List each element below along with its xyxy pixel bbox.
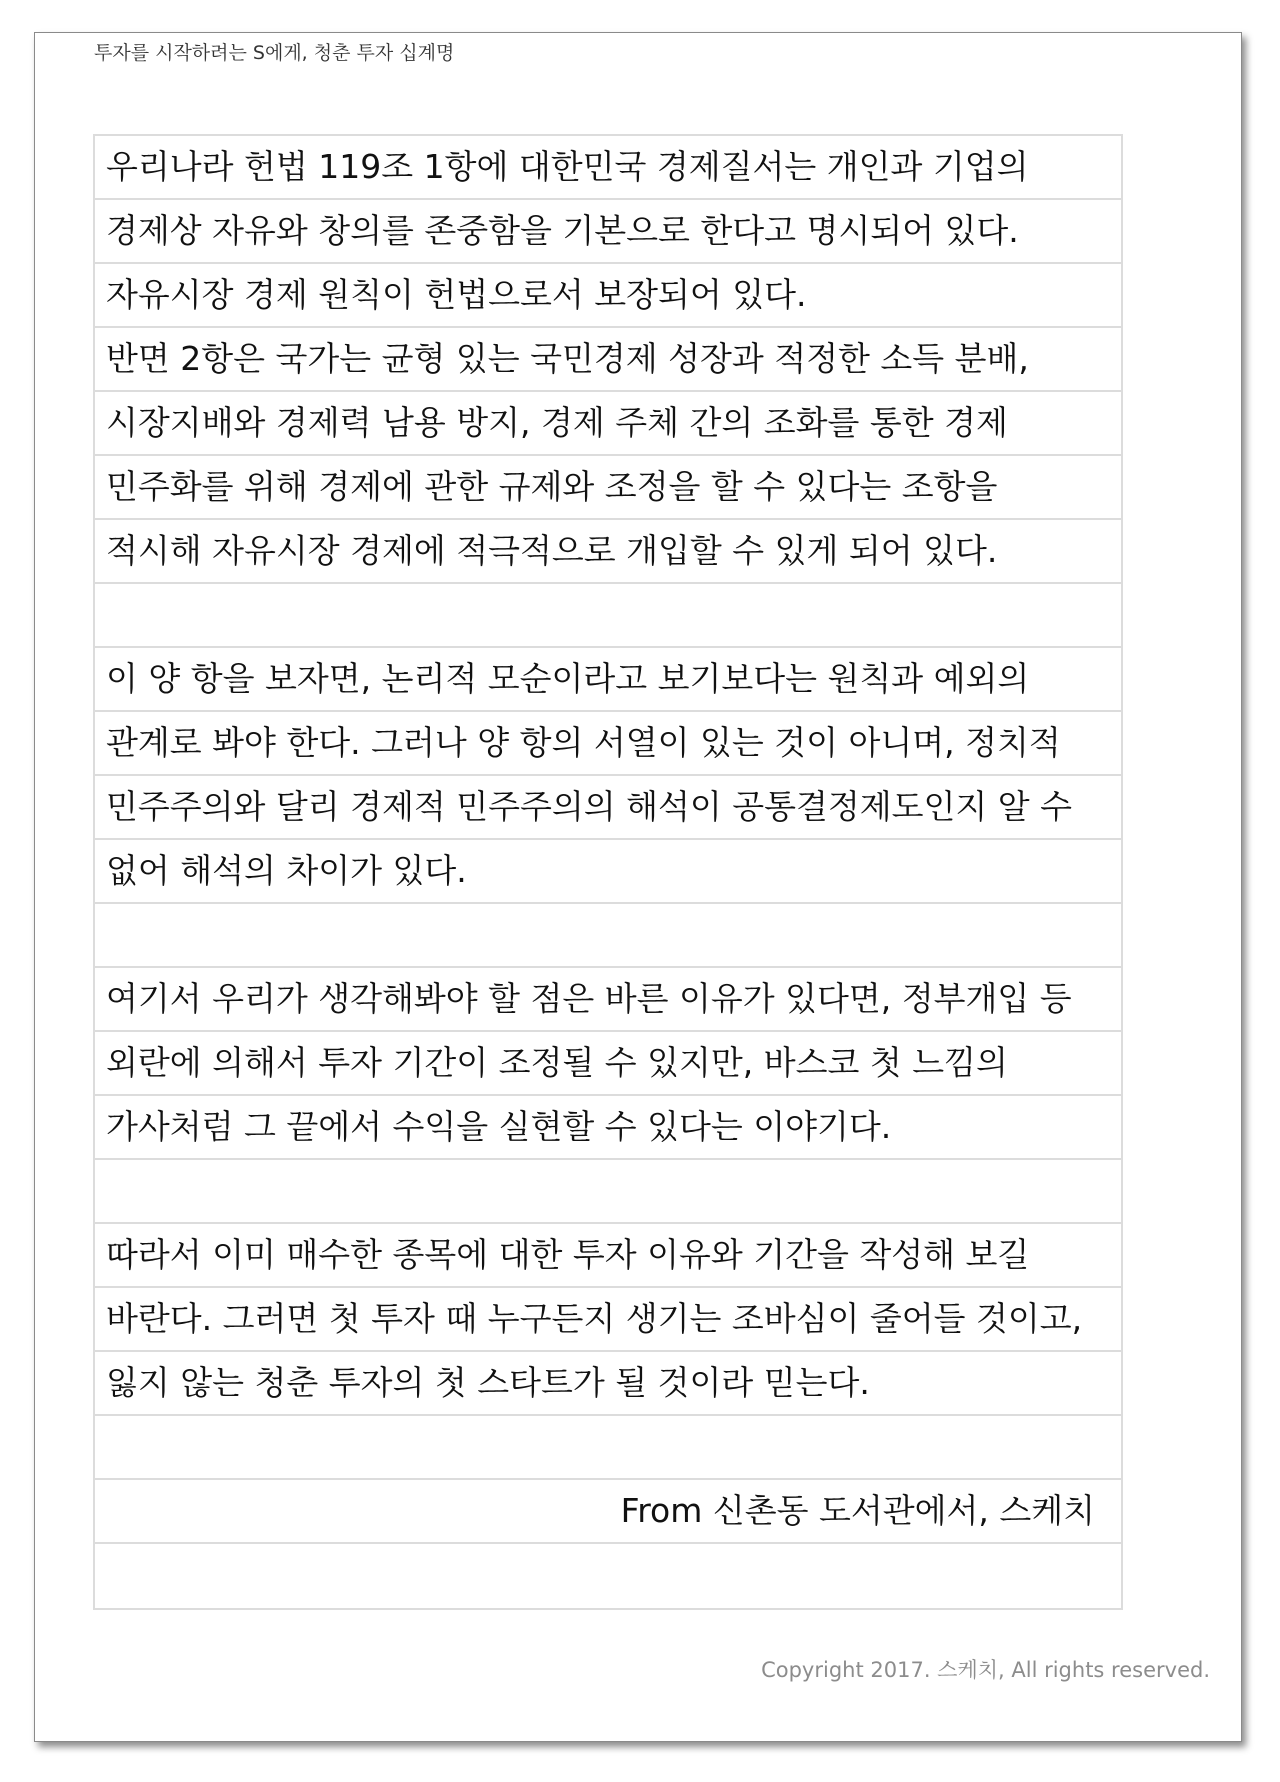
letter-line: 없어 해석의 차이가 있다. — [95, 840, 1121, 904]
letter-line-blank — [95, 584, 1121, 648]
letter-line: 따라서 이미 매수한 종목에 대한 투자 이유와 기간을 작성해 보길 — [95, 1224, 1121, 1288]
letter-line: 경제상 자유와 창의를 존중함을 기본으로 한다고 명시되어 있다. — [95, 200, 1121, 264]
letter-line: 민주화를 위해 경제에 관한 규제와 조정을 할 수 있다는 조항을 — [95, 456, 1121, 520]
letter-line: 시장지배와 경제력 남용 방지, 경제 주체 간의 조화를 통한 경제 — [95, 392, 1121, 456]
letter-line-blank — [95, 904, 1121, 968]
letter-line: 가사처럼 그 끝에서 수익을 실현할 수 있다는 이야기다. — [95, 1096, 1121, 1160]
letter-line: 외란에 의해서 투자 기간이 조정될 수 있지만, 바스코 첫 느낌의 — [95, 1032, 1121, 1096]
page-header-title: 투자를 시작하려는 S에게, 청춘 투자 십계명 — [94, 42, 455, 64]
letter-line: 잃지 않는 청춘 투자의 첫 스타트가 될 것이라 믿는다. — [95, 1352, 1121, 1416]
letter-line: 민주주의와 달리 경제적 민주주의의 해석이 공통결정제도인지 알 수 — [95, 776, 1121, 840]
copyright-notice: Copyright 2017. 스케치, All rights reserved. — [761, 1658, 1210, 1682]
letter-line: 우리나라 헌법 119조 1항에 대한민국 경제질서는 개인과 기업의 — [95, 136, 1121, 200]
letter-line: 이 양 항을 보자면, 논리적 모순이라고 보기보다는 원칙과 예외의 — [95, 648, 1121, 712]
letter-line: 바란다. 그러면 첫 투자 때 누구든지 생기는 조바심이 줄어들 것이고, — [95, 1288, 1121, 1352]
letter-line-blank — [95, 1160, 1121, 1224]
letter-signature: From 신촌동 도서관에서, 스케치 — [95, 1480, 1121, 1544]
letter-line-blank — [95, 1416, 1121, 1480]
letter-line: 자유시장 경제 원칙이 헌법으로서 보장되어 있다. — [95, 264, 1121, 328]
letter-line-blank — [95, 1544, 1121, 1608]
letter-line: 적시해 자유시장 경제에 적극적으로 개입할 수 있게 되어 있다. — [95, 520, 1121, 584]
letter-line: 여기서 우리가 생각해봐야 할 점은 바른 이유가 있다면, 정부개입 등 — [95, 968, 1121, 1032]
letter-line: 관계로 봐야 한다. 그러나 양 항의 서열이 있는 것이 아니며, 정치적 — [95, 712, 1121, 776]
letter-line: 반면 2항은 국가는 균형 있는 국민경제 성장과 적정한 소득 분배, — [95, 328, 1121, 392]
lined-letter-body — [93, 134, 1123, 1610]
